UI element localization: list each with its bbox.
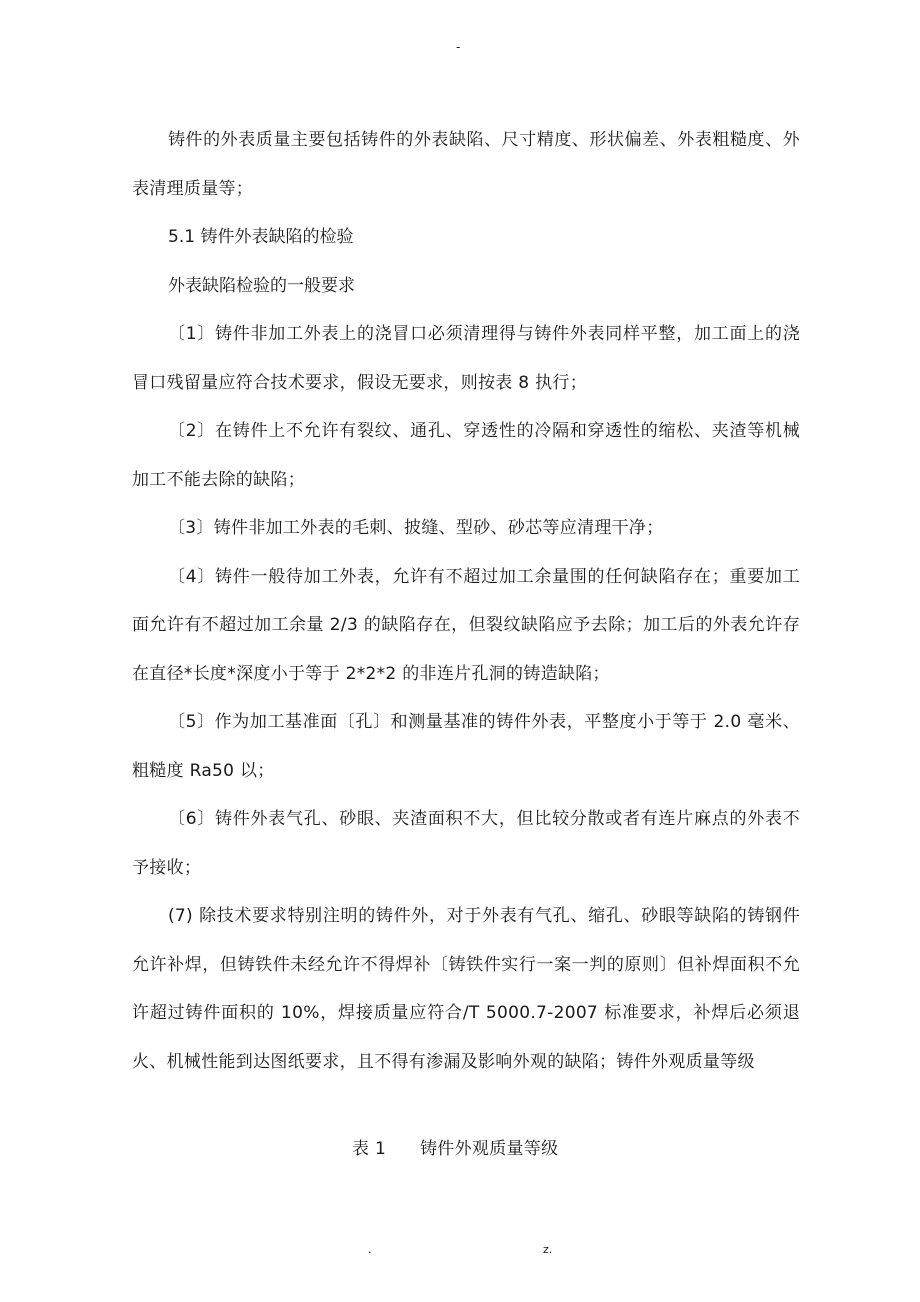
requirement-item-1: 〔1〕铸件非加工外表上的浇冒口必须清理得与铸件外表同样平整，加工面上的浇冒口残留量应符合技术要求，假设无要求，则按表 8 执行； bbox=[132, 324, 800, 393]
requirement-item-7: (7) 除技术要求特别注明的铸件外，对于外表有气孔、缩孔、砂眼等缺陷的铸钢件允许补焊，但铸铁件未经允许不得焊补〔铸铁件实行一案一判的原则〕但补焊面积不允许超过铸件面积的 10%，焊接质量应符合/T 5000.7-2007 标准要求，补焊后必须退火、机械性能到达图纸要求，且不得有渗漏及影响外观的缺陷；铸件外观质量等级 bbox=[132, 906, 800, 1072]
requirement-item-5: 〔5〕作为加工基准面〔孔〕和测量基准的铸件外表，平整度小于等于 2.0 毫米、粗糙度 Ra50 以； bbox=[132, 712, 800, 781]
header-mark: - bbox=[456, 40, 461, 54]
intro-paragraph: 铸件的外表质量主要包括铸件的外表缺陷、尺寸精度、形状偏差、外表粗糙度、外表清理质量等； bbox=[132, 130, 800, 199]
requirement-item-2: 〔2〕在铸件上不允许有裂纹、通孔、穿透性的冷隔和穿透性的缩松、夹渣等机械加工不能去除的缺陷； bbox=[132, 421, 800, 490]
table-caption-label: 表 1 bbox=[352, 1139, 387, 1159]
table-caption-title: 铸件外观质量等级 bbox=[420, 1139, 559, 1159]
section-heading: 5.1 铸件外表缺陷的检验 bbox=[168, 227, 354, 247]
subheading: 外表缺陷检验的一般要求 bbox=[168, 275, 355, 296]
document-body bbox=[132, 116, 800, 1086]
requirement-item-3: 〔3〕铸件非加工外表的毛刺、披缝、型砂、砂芯等应清理干净； bbox=[168, 518, 664, 538]
table-caption bbox=[352, 1137, 558, 1161]
requirement-item-6: 〔6〕铸件外表气孔、砂眼、夹渣面积不大，但比较分散或者有连片麻点的外表不予接收； bbox=[132, 809, 800, 878]
footer-right-mark: z. bbox=[543, 1243, 553, 1256]
requirement-item-4: 〔4〕铸件一般待加工外表，允许有不超过加工余量围的任何缺陷存在；重要加工面允许有不超过加工余量 2/3 的缺陷存在，但裂纹缺陷应予去除；加工后的外表允许存在直径*长度*深度小于等于 2*2*2 的非连片孔洞的铸造缺陷； bbox=[132, 566, 800, 684]
footer-left-mark: . bbox=[368, 1243, 372, 1256]
